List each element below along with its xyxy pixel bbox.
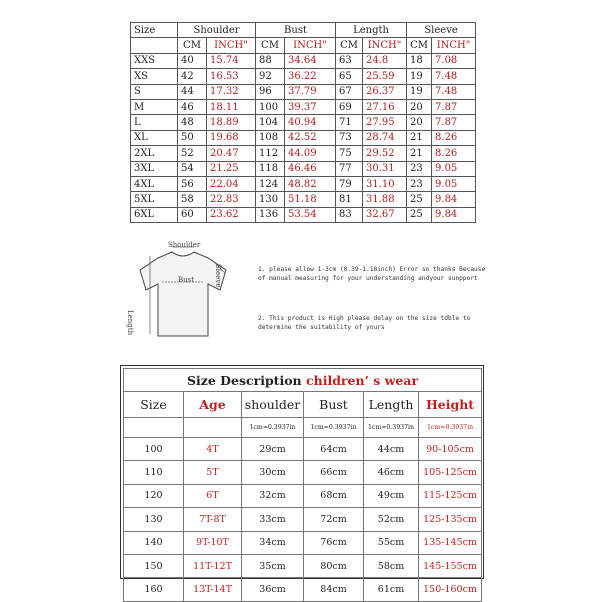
inch-cell: 32.67	[363, 207, 407, 222]
size-cell: 100	[124, 438, 184, 461]
length-cell: 58cm	[364, 554, 419, 577]
size-cell: 130	[124, 508, 184, 531]
inch-cell: 22.04	[207, 176, 256, 191]
cm-cell: 75	[336, 146, 363, 161]
unit-inch: INCH"	[432, 38, 476, 53]
unit-inch: INCH"	[207, 38, 256, 53]
cm-cell: 71	[336, 115, 363, 130]
shoulder-cell: 33cm	[242, 508, 304, 531]
height-cell: 150-160cm	[419, 578, 482, 601]
shoulder-header: Shoulder	[178, 23, 256, 38]
inch-cell: 19.68	[207, 130, 256, 145]
sleeve-label: Sleeve	[214, 264, 222, 288]
size-cell: 160	[124, 578, 184, 601]
length-cell: 49cm	[364, 484, 419, 507]
bust-cell: 76cm	[304, 531, 364, 554]
inch-cell: 27.95	[363, 115, 407, 130]
inch-cell: 9.84	[432, 207, 476, 222]
note-2: 2. This product is High please delay on the size tdble to determine the suitability of yours	[258, 315, 471, 331]
shoulder-cell: 32cm	[242, 484, 304, 507]
cm-cell: 100	[256, 99, 285, 114]
inch-cell: 18.89	[207, 115, 256, 130]
cm-cell: 73	[336, 130, 363, 145]
age-cell: 6T	[184, 484, 242, 507]
children-size-row	[124, 508, 482, 531]
height-cell: 135-145cm	[419, 531, 482, 554]
inch-cell: 42.52	[285, 130, 336, 145]
inch-cell: 7.48	[432, 84, 476, 99]
cm-cell: 46	[178, 99, 207, 114]
adult-size-row	[131, 192, 476, 207]
length-cell: 46cm	[364, 461, 419, 484]
size-cell: 2XL	[131, 146, 178, 161]
adult-size-row	[131, 69, 476, 84]
cm-cell: 92	[256, 69, 285, 84]
children-size-row	[124, 531, 482, 554]
length-cell: 52cm	[364, 508, 419, 531]
inch-cell: 8.26	[432, 146, 476, 161]
unit-cm: CM	[336, 38, 363, 53]
inch-cell: 28.74	[363, 130, 407, 145]
length-label: Length	[126, 310, 134, 336]
inch-cell: 39.37	[285, 99, 336, 114]
shoulder-cell: 35cm	[242, 554, 304, 577]
bust-cell: 80cm	[304, 554, 364, 577]
length-header: Length	[364, 392, 419, 418]
size-cell: 5XL	[131, 192, 178, 207]
inch-cell: 16.53	[207, 69, 256, 84]
cm-cell: 60	[178, 207, 207, 222]
inch-cell: 21.25	[207, 161, 256, 176]
cm-cell: 56	[178, 176, 207, 191]
cm-cell: 48	[178, 115, 207, 130]
inch-cell: 24.8	[363, 53, 407, 68]
unit-note: 1cm=0.3937in	[364, 418, 419, 438]
bust-cell: 84cm	[304, 578, 364, 601]
inch-cell: 37.79	[285, 84, 336, 99]
inch-cell: 31.10	[363, 176, 407, 191]
cm-cell: 69	[336, 99, 363, 114]
unit-cm: CM	[256, 38, 285, 53]
inch-cell: 9.05	[432, 176, 476, 191]
cm-cell: 25	[407, 207, 432, 222]
cm-cell: 52	[178, 146, 207, 161]
size-cell: L	[131, 115, 178, 130]
length-cell: 44cm	[364, 438, 419, 461]
cm-cell: 18	[407, 53, 432, 68]
children-title-row	[124, 369, 482, 392]
cm-cell: 20	[407, 115, 432, 130]
cm-cell: 104	[256, 115, 285, 130]
height-cell: 125-135cm	[419, 508, 482, 531]
adult-size-row	[131, 130, 476, 145]
children-size-row	[124, 438, 482, 461]
cm-cell: 40	[178, 53, 207, 68]
inch-cell: 44.09	[285, 146, 336, 161]
cm-cell: 44	[178, 84, 207, 99]
adult-unit-row	[131, 38, 476, 53]
bust-header: Bust	[256, 23, 336, 38]
size-cell: 110	[124, 461, 184, 484]
tshirt-diagram	[128, 238, 238, 348]
bust-cell: 64cm	[304, 438, 364, 461]
inch-cell: 7.87	[432, 99, 476, 114]
children-size-row	[124, 484, 482, 507]
unit-blank	[131, 38, 178, 53]
cm-cell: 25	[407, 192, 432, 207]
tshirt-outline-icon	[128, 238, 238, 348]
cm-cell: 54	[178, 161, 207, 176]
cm-cell: 50	[178, 130, 207, 145]
cm-cell: 81	[336, 192, 363, 207]
size-cell: XS	[131, 69, 178, 84]
children-size-row	[124, 461, 482, 484]
size-cell: S	[131, 84, 178, 99]
shoulder-cell: 29cm	[242, 438, 304, 461]
size-cell: 120	[124, 484, 184, 507]
unit-cm: CM	[178, 38, 207, 53]
inch-cell: 34.64	[285, 53, 336, 68]
adult-size-row	[131, 53, 476, 68]
cm-cell: 21	[407, 130, 432, 145]
cm-cell: 42	[178, 69, 207, 84]
inch-cell: 7.48	[432, 69, 476, 84]
cm-cell: 79	[336, 176, 363, 191]
bust-cell: 72cm	[304, 508, 364, 531]
adult-size-row	[131, 115, 476, 130]
cm-cell: 118	[256, 161, 285, 176]
cm-cell: 63	[336, 53, 363, 68]
shoulder-cell: 34cm	[242, 531, 304, 554]
inch-cell: 15.74	[207, 53, 256, 68]
cm-cell: 108	[256, 130, 285, 145]
inch-cell: 7.08	[432, 53, 476, 68]
inch-cell: 18.11	[207, 99, 256, 114]
cm-cell: 124	[256, 176, 285, 191]
cm-cell: 96	[256, 84, 285, 99]
bust-cell: 68cm	[304, 484, 364, 507]
sleeve-header: Sleeve	[407, 23, 476, 38]
size-cell: 6XL	[131, 207, 178, 222]
inch-cell: 9.05	[432, 161, 476, 176]
height-cell: 105-125cm	[419, 461, 482, 484]
children-size-table	[123, 368, 482, 602]
height-cell: 145-155cm	[419, 554, 482, 577]
age-cell: 13T-14T	[184, 578, 242, 601]
inch-cell: 23.62	[207, 207, 256, 222]
children-size-row	[124, 554, 482, 577]
cm-cell: 20	[407, 99, 432, 114]
shoulder-header: shoulder	[242, 392, 304, 418]
note-1: 1. please allow 1-3cm (0.39-1.18inch) Error so thanks Because of manual measuring for your understanding andyour sunpport	[258, 266, 486, 282]
cm-cell: 23	[407, 176, 432, 191]
cm-cell: 23	[407, 161, 432, 176]
children-header-row	[124, 392, 482, 418]
age-cell: 5T	[184, 461, 242, 484]
size-cell: M	[131, 99, 178, 114]
unit-note: 1cm=0.3937in	[242, 418, 304, 438]
adult-size-row	[131, 176, 476, 191]
unit-cm: CM	[407, 38, 432, 53]
bust-cell: 66cm	[304, 461, 364, 484]
unit-blank	[184, 418, 242, 438]
inch-cell: 29.52	[363, 146, 407, 161]
size-cell: XL	[131, 130, 178, 145]
bust-header: Bust	[304, 392, 364, 418]
age-cell: 9T-10T	[184, 531, 242, 554]
size-cell: 140	[124, 531, 184, 554]
bust-label: Bust	[178, 276, 195, 284]
length-header: Length	[336, 23, 407, 38]
title-red: children’ s wear	[306, 372, 419, 388]
adult-size-table	[130, 22, 476, 223]
length-cell: 55cm	[364, 531, 419, 554]
adult-size-row	[131, 84, 476, 99]
children-size-row	[124, 578, 482, 601]
inch-cell: 53.54	[285, 207, 336, 222]
length-cell: 61cm	[364, 578, 419, 601]
adult-size-row	[131, 146, 476, 161]
unit-note-red: 1cm=0.3937in	[419, 418, 482, 438]
size-header: Size	[124, 392, 184, 418]
inch-cell: 48.82	[285, 176, 336, 191]
unit-note: 1cm=0.3937in	[304, 418, 364, 438]
title-black: Size Description	[186, 372, 302, 388]
height-cell: 90-105cm	[419, 438, 482, 461]
adult-header-row	[131, 23, 476, 38]
cm-cell: 19	[407, 69, 432, 84]
unit-blank	[124, 418, 184, 438]
inch-cell: 46.46	[285, 161, 336, 176]
cm-cell: 83	[336, 207, 363, 222]
age-cell: 11T-12T	[184, 554, 242, 577]
inch-cell: 36.22	[285, 69, 336, 84]
inch-cell: 9.84	[432, 192, 476, 207]
cm-cell: 58	[178, 192, 207, 207]
children-unit-row	[124, 418, 482, 438]
cm-cell: 88	[256, 53, 285, 68]
size-cell: 4XL	[131, 176, 178, 191]
inch-cell: 20.47	[207, 146, 256, 161]
age-header: Age	[184, 392, 242, 418]
cm-cell: 112	[256, 146, 285, 161]
inch-cell: 25.59	[363, 69, 407, 84]
adult-size-row	[131, 99, 476, 114]
size-cell: 150	[124, 554, 184, 577]
measurement-notes	[258, 266, 488, 364]
inch-cell: 31.88	[363, 192, 407, 207]
cm-cell: 77	[336, 161, 363, 176]
size-cell: XXS	[131, 53, 178, 68]
shoulder-cell: 36cm	[242, 578, 304, 601]
children-title	[124, 369, 482, 392]
cm-cell: 136	[256, 207, 285, 222]
size-cell: 3XL	[131, 161, 178, 176]
shoulder-cell: 30cm	[242, 461, 304, 484]
unit-inch: INCH"	[363, 38, 407, 53]
age-cell: 7T-8T	[184, 508, 242, 531]
shoulder-label: Shoulder	[168, 241, 201, 249]
inch-cell: 7.87	[432, 115, 476, 130]
inch-cell: 30.31	[363, 161, 407, 176]
adult-size-row	[131, 207, 476, 222]
height-header: Height	[419, 392, 482, 418]
inch-cell: 51.18	[285, 192, 336, 207]
inch-cell: 27.16	[363, 99, 407, 114]
adult-size-row	[131, 161, 476, 176]
inch-cell: 40.94	[285, 115, 336, 130]
cm-cell: 19	[407, 84, 432, 99]
cm-cell: 67	[336, 84, 363, 99]
inch-cell: 22.83	[207, 192, 256, 207]
inch-cell: 26.37	[363, 84, 407, 99]
size-header: Size	[131, 23, 178, 38]
inch-cell: 17.32	[207, 84, 256, 99]
unit-inch: INCH"	[285, 38, 336, 53]
cm-cell: 130	[256, 192, 285, 207]
cm-cell: 65	[336, 69, 363, 84]
age-cell: 4T	[184, 438, 242, 461]
height-cell: 115-125cm	[419, 484, 482, 507]
cm-cell: 21	[407, 146, 432, 161]
inch-cell: 8.26	[432, 130, 476, 145]
